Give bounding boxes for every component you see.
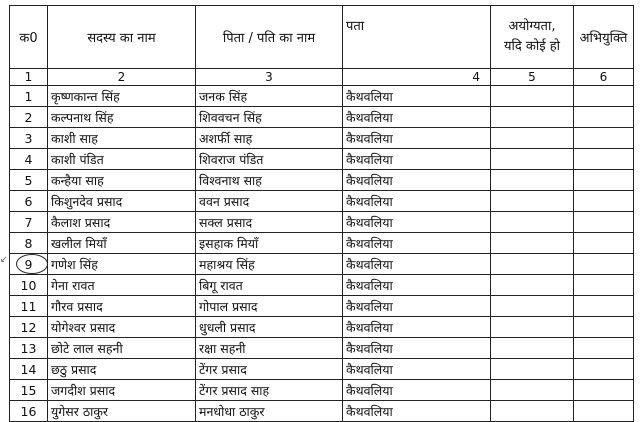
member-name-cell (48, 254, 196, 275)
member-name-text: छठु प्रसाद (51, 361, 97, 377)
serial-number-cell (10, 401, 48, 422)
serial-number-cell (10, 128, 48, 149)
father-name-text: गोपाल प्रसाद (199, 298, 258, 314)
address-cell (343, 338, 491, 359)
father-name-text: सक्ल प्रसाद (199, 214, 253, 230)
father-name-text: इसहाक मियाँ (199, 235, 259, 251)
serial-number-text: 8 (24, 235, 33, 251)
member-name-cell (48, 296, 196, 317)
member-name-text: कैलाश प्रसाद (51, 214, 111, 230)
remarks-cell (574, 191, 634, 212)
address-text: कैथवलिया (346, 361, 393, 377)
father-name-cell (196, 149, 343, 170)
member-name-text: कन्हैया साह (51, 172, 104, 188)
member-name-cell (48, 170, 196, 191)
remarks-cell (574, 338, 634, 359)
table-row (10, 317, 634, 338)
address-text: कैथवलिया (346, 235, 393, 251)
member-name-text: गणेश सिंह (51, 256, 98, 272)
serial-number-text: 2 (24, 109, 33, 125)
father-name-text: मनधोधा ठाकुर (199, 403, 265, 419)
serial-number-cell (10, 191, 48, 212)
column-number: 5 (491, 69, 574, 86)
remarks-cell (574, 212, 634, 233)
address-cell (343, 107, 491, 128)
column-number: 6 (574, 69, 634, 86)
serial-number-text: 1 (24, 88, 33, 104)
address-cell (343, 191, 491, 212)
serial-number-cell (10, 317, 48, 338)
ineligibility-cell (491, 191, 574, 212)
remarks-cell (574, 170, 634, 191)
remarks-cell (574, 380, 634, 401)
father-name-cell (196, 86, 343, 107)
ineligibility-cell (491, 380, 574, 401)
header-sno: क0 (10, 6, 48, 69)
column-number-row (10, 69, 634, 86)
address-text: कैथवलिया (346, 382, 393, 398)
ineligibility-cell (491, 86, 574, 107)
member-name-cell (48, 233, 196, 254)
address-text: कैथवलिया (346, 277, 393, 293)
member-name-cell (48, 317, 196, 338)
member-name-cell (48, 401, 196, 422)
member-name-text: युगेसर ठाकुर (51, 403, 109, 419)
father-name-text: धुधली प्रसाद (199, 319, 256, 335)
table-row (10, 107, 634, 128)
member-name-cell (48, 380, 196, 401)
serial-number-cell (10, 149, 48, 170)
member-name-cell (48, 149, 196, 170)
remarks-cell (574, 296, 634, 317)
remarks-cell (574, 233, 634, 254)
member-name-cell (48, 359, 196, 380)
member-name-text: खलील मियाँ (51, 235, 107, 251)
serial-number-cell (10, 338, 48, 359)
member-name-cell (48, 128, 196, 149)
table-row (10, 233, 634, 254)
table-row (10, 128, 634, 149)
member-name-text: योगेश्वर प्रसाद (51, 319, 116, 335)
serial-number-cell (10, 359, 48, 380)
serial-number-text: 11 (20, 298, 37, 314)
table-row (10, 380, 634, 401)
ineligibility-cell (491, 170, 574, 191)
table-row (10, 275, 634, 296)
header-ineligibility-line2: यदि कोई हो (503, 39, 561, 54)
ineligibility-cell (491, 359, 574, 380)
serial-number-text: 14 (20, 361, 37, 377)
address-cell (343, 86, 491, 107)
ineligibility-cell (491, 212, 574, 233)
serial-number-text: 16 (20, 403, 37, 419)
ineligibility-cell (491, 107, 574, 128)
ineligibility-cell (491, 338, 574, 359)
member-name-cell (48, 338, 196, 359)
table-row (10, 149, 634, 170)
address-text: कैथवलिया (346, 88, 393, 104)
ineligibility-cell (491, 254, 574, 275)
father-name-cell (196, 401, 343, 422)
member-name-text: गेना रावत (51, 277, 95, 293)
serial-number-text: 9 (24, 256, 33, 272)
address-cell (343, 317, 491, 338)
serial-number-text: 6 (24, 193, 33, 209)
column-number: 4 (343, 69, 491, 86)
address-cell (343, 212, 491, 233)
ineligibility-cell (491, 149, 574, 170)
serial-number-cell (10, 275, 48, 296)
remarks-cell (574, 401, 634, 422)
address-text: कैथवलिया (346, 319, 393, 335)
father-name-text: ववन प्रसाद (199, 193, 250, 209)
header-father-name: पिता / पति का नाम (196, 6, 343, 69)
address-cell (343, 275, 491, 296)
member-name-cell (48, 86, 196, 107)
member-name-text: किशुनदेव प्रसाद (51, 193, 123, 209)
serial-number-cell (10, 380, 48, 401)
address-text: कैथवलिया (346, 256, 393, 272)
serial-number-text: 10 (20, 277, 37, 293)
address-text: कैथवलिया (346, 151, 393, 167)
serial-number-cell (10, 233, 48, 254)
father-name-cell (196, 254, 343, 275)
father-name-text: टेंगर प्रसाद (199, 361, 247, 377)
serial-number-cell (10, 254, 48, 275)
address-text: कैथवलिया (346, 403, 393, 419)
father-name-cell (196, 296, 343, 317)
column-number: 3 (196, 69, 343, 86)
header-member-name: सदस्य का नाम (48, 6, 196, 69)
header-ineligibility-line1: अयोग्यता, (508, 19, 556, 34)
serial-number-text: 3 (24, 130, 33, 146)
remarks-cell (574, 317, 634, 338)
serial-number-text: 15 (20, 382, 37, 398)
address-text: कैथवलिया (346, 298, 393, 314)
member-name-cell (48, 212, 196, 233)
address-cell (343, 233, 491, 254)
remarks-cell (574, 149, 634, 170)
remarks-cell (574, 86, 634, 107)
father-name-cell (196, 317, 343, 338)
margin-mark: ↙ (0, 255, 8, 265)
ineligibility-cell (491, 128, 574, 149)
remarks-cell (574, 107, 634, 128)
serial-number-text: 12 (20, 319, 37, 335)
table-body (10, 86, 634, 422)
address-text: कैथवलिया (346, 340, 393, 356)
member-register-table (9, 5, 634, 422)
father-name-cell (196, 380, 343, 401)
father-name-cell (196, 212, 343, 233)
address-cell (343, 401, 491, 422)
serial-number-cell (10, 212, 48, 233)
father-name-text: विश्वनाथ साह (199, 172, 262, 188)
table-row (10, 212, 634, 233)
table-row (10, 86, 634, 107)
father-name-text: महाश्रय सिंह (199, 256, 255, 272)
address-cell (343, 359, 491, 380)
remarks-cell (574, 254, 634, 275)
member-name-text: छोटे लाल सहनी (51, 340, 123, 356)
member-name-text: कल्पनाथ सिंह (51, 109, 114, 125)
member-name-text: कृष्णकान्त सिंह (51, 88, 120, 104)
table-row (10, 359, 634, 380)
remarks-cell (574, 275, 634, 296)
member-name-text: गौरव प्रसाद (51, 298, 103, 314)
remarks-cell (574, 128, 634, 149)
member-name-cell (48, 107, 196, 128)
father-name-text: टेंगर प्रसाद साह (199, 382, 270, 398)
table-row (10, 401, 634, 422)
ineligibility-cell (491, 296, 574, 317)
address-cell (343, 380, 491, 401)
member-name-cell (48, 275, 196, 296)
header-row (10, 6, 634, 69)
header-ineligibility (491, 6, 574, 69)
father-name-cell (196, 170, 343, 191)
table-row (10, 254, 634, 275)
serial-number-text: 4 (24, 151, 33, 167)
father-name-text: जनक सिंह (199, 88, 248, 104)
table-row (10, 338, 634, 359)
father-name-cell (196, 191, 343, 212)
father-name-cell (196, 128, 343, 149)
father-name-text: शिवराज पंडित (199, 151, 264, 167)
father-name-cell (196, 233, 343, 254)
serial-number-text: 7 (24, 214, 33, 230)
remarks-cell (574, 359, 634, 380)
father-name-text: बिगू रावत (199, 277, 243, 293)
address-cell (343, 128, 491, 149)
address-cell (343, 254, 491, 275)
father-name-text: शिववचन सिंह (199, 109, 262, 125)
serial-number-cell (10, 296, 48, 317)
serial-number-cell (10, 86, 48, 107)
serial-number-cell (10, 107, 48, 128)
serial-number-cell (10, 170, 48, 191)
address-text: कैथवलिया (346, 130, 393, 146)
table-row (10, 296, 634, 317)
address-text: कैथवलिया (346, 109, 393, 125)
father-name-cell (196, 338, 343, 359)
ineligibility-cell (491, 317, 574, 338)
member-name-text: काशी साह (51, 130, 98, 146)
table-row (10, 191, 634, 212)
father-name-cell (196, 359, 343, 380)
column-number: 1 (10, 69, 48, 86)
member-name-text: काशी पंडित (51, 151, 104, 167)
address-text: कैथवलिया (346, 193, 393, 209)
ineligibility-cell (491, 275, 574, 296)
address-cell (343, 170, 491, 191)
ineligibility-cell (491, 401, 574, 422)
father-name-cell (196, 107, 343, 128)
header-remarks: अभियुक्ति (574, 6, 634, 69)
column-number: 2 (48, 69, 196, 86)
address-cell (343, 296, 491, 317)
header-address: पता (343, 6, 491, 69)
member-name-cell (48, 191, 196, 212)
address-text: कैथवलिया (346, 172, 393, 188)
member-name-text: जगदीश प्रसाद (51, 382, 116, 398)
father-name-text: अशर्फी साह (199, 130, 253, 146)
ineligibility-cell (491, 233, 574, 254)
father-name-cell (196, 275, 343, 296)
father-name-text: रक्षा सहनी (199, 340, 246, 356)
serial-number-text: 5 (24, 172, 33, 188)
serial-number-text: 13 (20, 340, 37, 356)
table-row (10, 170, 634, 191)
address-cell (343, 149, 491, 170)
address-text: कैथवलिया (346, 214, 393, 230)
